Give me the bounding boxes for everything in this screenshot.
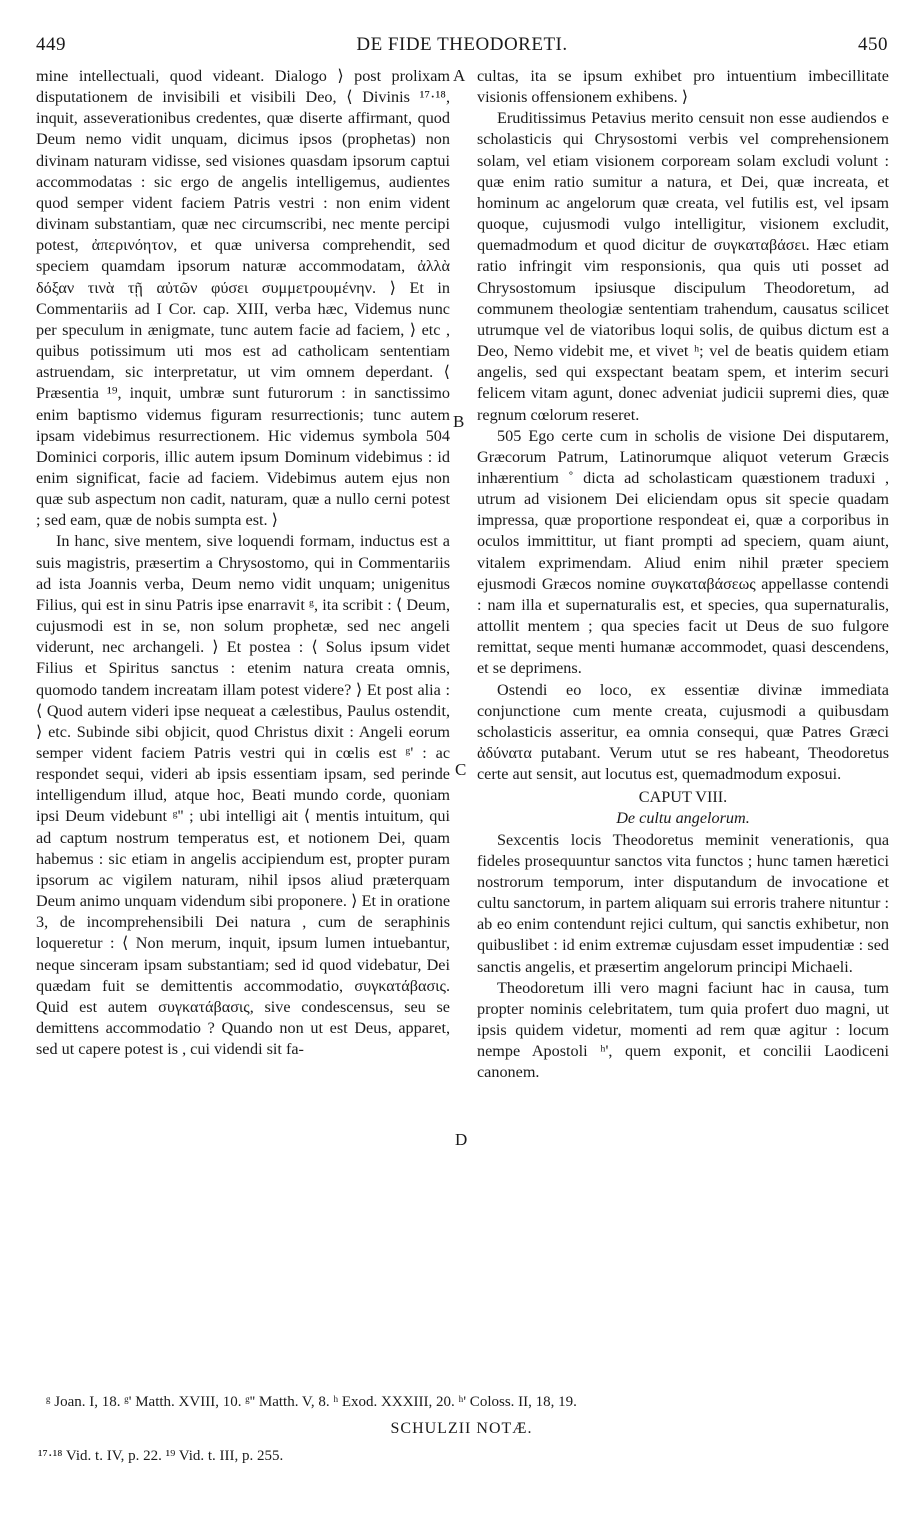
notes-title: SCHULZII NOTÆ. <box>390 1420 533 1437</box>
page-number-right: 450 <box>858 34 888 55</box>
right-column <box>477 66 889 1084</box>
paragraph: mine intellectuali, quod videant. Dialogo ⟩ post prolixam disputationem de invisibili et visibili Deo, ⟨ Divinis ¹⁷·¹⁸, inquit, asseverationibus credentes, quæ diserte affirmant, quod Deum nemo vidit unquam, dicimus ipsos (prophetas) non divinam naturam vidisse, sed visiones quasdam ipsorum captui accommodatas : sic ergo de angelis intelligemus, audientes quod semper vident faciem Patris vestri : non enim vident divinam substantiam, quæ nec circumscribi, nec mente percipi potest, ἀπερινόητον, et quæ universa comprehendit, sed speciem quamdam ipsorum naturæ accommodatam, ἀλλὰ δόξαν τινὰ τῇ αὐτῶν φύσει συμμετρουμένην. ⟩ Et in Commentariis ad I Cor. cap. XIII, verba hæc, Videmus nunc per speculum in ænigmate, tunc autem facie ad faciem, ⟩ etc , quibus potissimum uti mos est ad catholicam sententiam astruendam, sic interpretatur, ut vim omnem deperdant. ⟨ Præsentia ¹⁹, inquit, umbræ sunt futurorum : in sanctissimo enim baptismo videmus figuram resurrectionis; tunc autem ipsam videbimus resurrectionem. Hic videmus symbola 504 Dominici corporis, illic autem ipsum Dominum videbimus : id enim significat, facie ad faciem. Videbimus autem ejus non quæ sub aspectum non cadit, naturam, quæ a nullo cerni potest ; sed eam, quæ de nobis sumpta est. ⟩ <box>36 67 450 530</box>
margin-mark-d: D <box>455 1130 468 1149</box>
margin-mark-a: A <box>453 66 466 85</box>
editor-notes: ¹⁷·¹⁸ Vid. t. IV, p. 22. ¹⁹ Vid. t. III, p. 255. <box>38 1448 284 1464</box>
margin-mark-c: C <box>455 760 467 779</box>
paragraph: 505 Ego certe cum in scholis de visione Dei disputarem, Græcorum Patrum, Latinorumque aliquot veterum Græcis inhærentium ˚ dicta ad scholasticam quæstionem traduxi , utrum ad visionem Dei eliciendam opus sit specie quadam impressa, quæ proportione respondeat ei, quæ a corporibus in oculos immittitur, ut fiant prompti ad speciem, quam aiunt, vitalem exprimendam. Aliud enim nihil præter speciem ejusmodi Græcos nomine συγκαταβάσεως appellasse contendi : nam illa et supernaturalis est, et species, qua supernaturalis, attollit mentem ; qua species facit ut Deus de suo fulgore remittat, seque menti humanæ accommodet, quasi descendens, et se deprimens. <box>477 426 889 678</box>
chapter-subtitle: De cultu angelorum. <box>616 809 750 828</box>
margin-mark-b: B <box>453 412 465 431</box>
paragraph: Sexcentis locis Theodoretus meminit venerationis, qua fideles prosequuntur sanctos vita functos ; hunc tamen hæretici nostrorum temporum, inter disputandum de invocatione et cultu sanctorum, in partem aliquam sui erroris trahere nituntur : ab eo enim contendunt rejici cultum, qui sanctis exhibetur, non quibuslibet : id enim extremæ cujusdam esset impudentiæ : sed sanctis angelis, et præsertim angelorum principi Michaeli. <box>477 830 889 976</box>
paragraph: In hanc, sive mentem, sive loquendi formam, inductus est a suis magistris, præsertim a Chrysostomo, qui in Commentariis ad ista Joannis verba, Deum nemo vidit unquam; unigenitus Filius, qui est in sinu Patris ipse enarravit ᵍ, ita scribit : ⟨ Deum, cujusmodi est in se, non solum prophetæ, sed nec angeli viderunt, nec archangeli. ⟩ Et postea : ⟨ Solus ipsum videt Filius et Spiritus sanctus : etenim natura creata omnis, quomodo tandem increatam illam potest videre? ⟩ Et post alia : ⟨ Quod autem videri ipse nequeat a cælestibus, Paulus ostendit, ⟩ etc. Subinde sibi objicit, quod Christus dixit : Angeli eorum semper vident faciem Patris vestri qui in cœlis est ᵍ' : ac respondet sequi, videri ab ipsis essentiam ipsam, sed perinde intelligendum illud, atque hoc, Beati mundo corde, quoniam ipsi Deum videbunt ᵍ'' ; ubi intelligi ait ⟨ mentis intuitum, qui ad captum nostrum temperatus est, et notionem Dei, quam habemus : sic etiam in angelis accipiendum est, propter puram ipsorum ac vigilem naturam, nihil ipsos aliud præterquam Deum animo unquam videndum sibi proponere. ⟩ Et in oratione 3, de incomprehensibili Dei natura , cum de seraphinis loqueretur : ⟨ Non merum, inquit, ipsum lumen intuebantur, neque sinceram ipsam substantiam; sed id quod videbatur, Dei quædam fuit se demittentis accommodatio, συγκατάβασις. Quid est autem συγκατάβασις, sive condescensus, seu se demittens accommodatio ? Quando non ut est Deus, apparet, sed ut capere potest is , cui videndi sit fa- <box>36 532 450 1059</box>
running-header <box>36 34 888 60</box>
paragraph: Ostendi eo loco, ex essentiæ divinæ immediata conjunctione cum mente creata, cujusmodi a quibusdam scholasticis asseritur, ea omnia consequi, quæ Patres Græci ἀδύνατα putabant. Verum utut se res habeant, Theodoretus certe aut sensit, aut locutus est, quemadmodum exposui. <box>477 680 889 784</box>
paragraph: Theodoretum illi vero magni faciunt hac in causa, tum propter nominis celebritatem, tum quia profert duo magni, ut ipsis quidem videtur, momenti ad rem quæ agitur : locum nempe Apostoli ʰ', quem exponit, et concilii Laodiceni canonem. <box>477 978 889 1082</box>
left-column <box>36 66 450 1060</box>
chapter-title: CAPUT VIII. <box>638 788 728 807</box>
running-title: DE FIDE THEODORETI. <box>356 34 568 55</box>
page-number-left: 449 <box>36 34 66 55</box>
paragraph: Eruditissimus Petavius merito censuit non esse audiendos e scholasticis qui Chrysostomi verbis vel comprehensionem solam, vel etiam visionem corpoream solam excludi volunt : quæ enim ratio sumitur a natura, et Dei, quæ increata, et hominum ac angelorum quæ creata, vel futilis est, vel ipsam quoque, cujusmodi vulgo intelligitur, visionem excludit, quemadmodum et quod dicitur de συγκαταβάσει. Hæc etiam ratio infringit vim responsionis, qua quis uti posset ad Chrysostomum ipsiusque discipulum Theodoretum, ad communem theologiæ sententiam trahendum, causatus scilicet utrumque vel de viatoribus loqui solis, de quibus dictum est a Deo, Nemo videbit me, et vivet ʰ; vel de beatis quidem etiam angelis, sed qui exspectant beatam spem, et interim securi felicem vitam agunt, donec adveniat judicii supremi dies, quæ regnum cœlorum reseret. <box>477 109 889 424</box>
footnotes: ᵍ Joan. I, 18. ᵍ' Matth. XVIII, 10. ᵍ'' Matth. V, 8. ʰ Exod. XXXIII, 20. ʰ' Coloss. II, 18, 19. <box>46 1394 577 1410</box>
paragraph: cultas, ita se ipsum exhibet pro intuentium imbecillitate visionis offensionem exhibens. ⟩ <box>477 67 889 107</box>
